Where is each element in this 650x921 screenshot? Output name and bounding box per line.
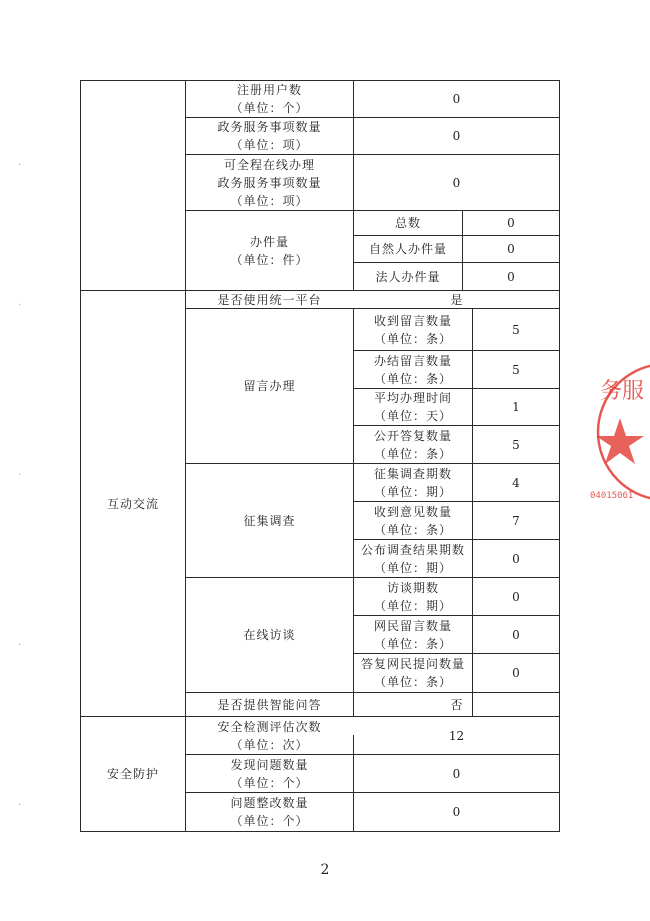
interview-answered-label: 答复网民提问数量 （单位：条） [360,657,465,689]
margin-mark: · [18,640,22,651]
interview-periods-value: 0 [512,589,520,604]
messages-received-value: 5 [512,322,520,337]
smart-qa-label: 是否提供智能问答 [217,697,322,712]
interview-answered-value: 0 [512,666,520,680]
margin-mark: · [18,160,22,171]
margin-mark: · [18,300,22,311]
handling-legal-label: 法人办件量 [375,269,441,284]
survey-opinions-value: 7 [512,513,520,528]
official-seal [586,360,650,510]
messages-avg-time-label: 平均办理时间 （单位：天） [373,391,452,423]
handling-natural-label: 自然人办件量 [368,242,447,256]
survey-periods-label: 征集调查期数 （单位：期） [373,466,452,499]
messages-label: 留言办理 [243,379,296,393]
survey-periods-value: 4 [512,475,520,490]
security-fixed-label: 问题整改数量 （单位：个） [230,796,309,828]
handling-natural-value: 0 [507,242,515,256]
online-items-label: 可全程在线办理 政务服务事项数量 （单位：项） [217,157,322,208]
interview-label: 在线访谈 [243,628,296,642]
unified-platform-value: 是 [450,292,463,307]
gov-service-items-value: 0 [452,129,461,143]
page-number: 2 [320,862,330,878]
interview-netizen-msgs-label: 网民留言数量 （单位：条） [373,618,452,651]
handling-legal-value: 0 [507,269,515,284]
messages-resolved-value: 5 [512,362,520,377]
interview-periods-label: 访谈期数 （单位：期） [373,580,452,613]
interview-netizen-msgs-value: 0 [512,627,520,642]
security-checks-label: 安全检测评估次数 （单位：次） [217,719,322,752]
security-fixed-value: 0 [452,805,461,819]
svg-text:务服: 务服 [600,379,645,404]
margin-mark: · [18,800,22,811]
messages-resolved-label: 办结留言数量 （单位：条） [373,353,452,386]
handling-label: 办件量 （单位：件） [230,234,309,267]
security-issues-label: 发现问题数量 （单位：个） [230,757,309,790]
messages-avg-time-value: 1 [512,400,520,414]
messages-received-label: 收到留言数量 （单位：条） [373,313,452,346]
survey-opinions-label: 收到意见数量 （单位：条） [373,504,452,537]
svg-text:04015061: 04015061 [590,491,634,501]
unified-platform-label: 是否使用统一平台 [217,292,322,307]
interaction-section-label: 互动交流 [106,496,159,511]
handling-total-value: 0 [507,216,515,230]
statistics-table [80,80,560,832]
gov-service-items-label: 政务服务事项数量 （单位：项） [217,120,322,152]
security-checks-value: 12 [448,728,465,743]
security-section-label: 安全防护 [106,767,159,781]
registered-users-label: 注册用户数 （单位：个） [230,83,309,115]
security-issues-value: 0 [452,766,461,781]
online-items-value: 0 [452,175,461,190]
survey-label: 征集调查 [243,513,296,528]
smart-qa-value: 否 [450,697,463,712]
handling-total-label: 总数 [394,216,421,230]
messages-public-reply-value: 5 [512,437,520,452]
registered-users-value: 0 [452,92,461,106]
survey-published-label: 公布调查结果期数 （单位：期） [360,542,465,575]
margin-mark: · [18,470,22,481]
messages-public-reply-label: 公开答复数量 （单位：条） [373,428,452,461]
survey-published-value: 0 [512,551,520,566]
